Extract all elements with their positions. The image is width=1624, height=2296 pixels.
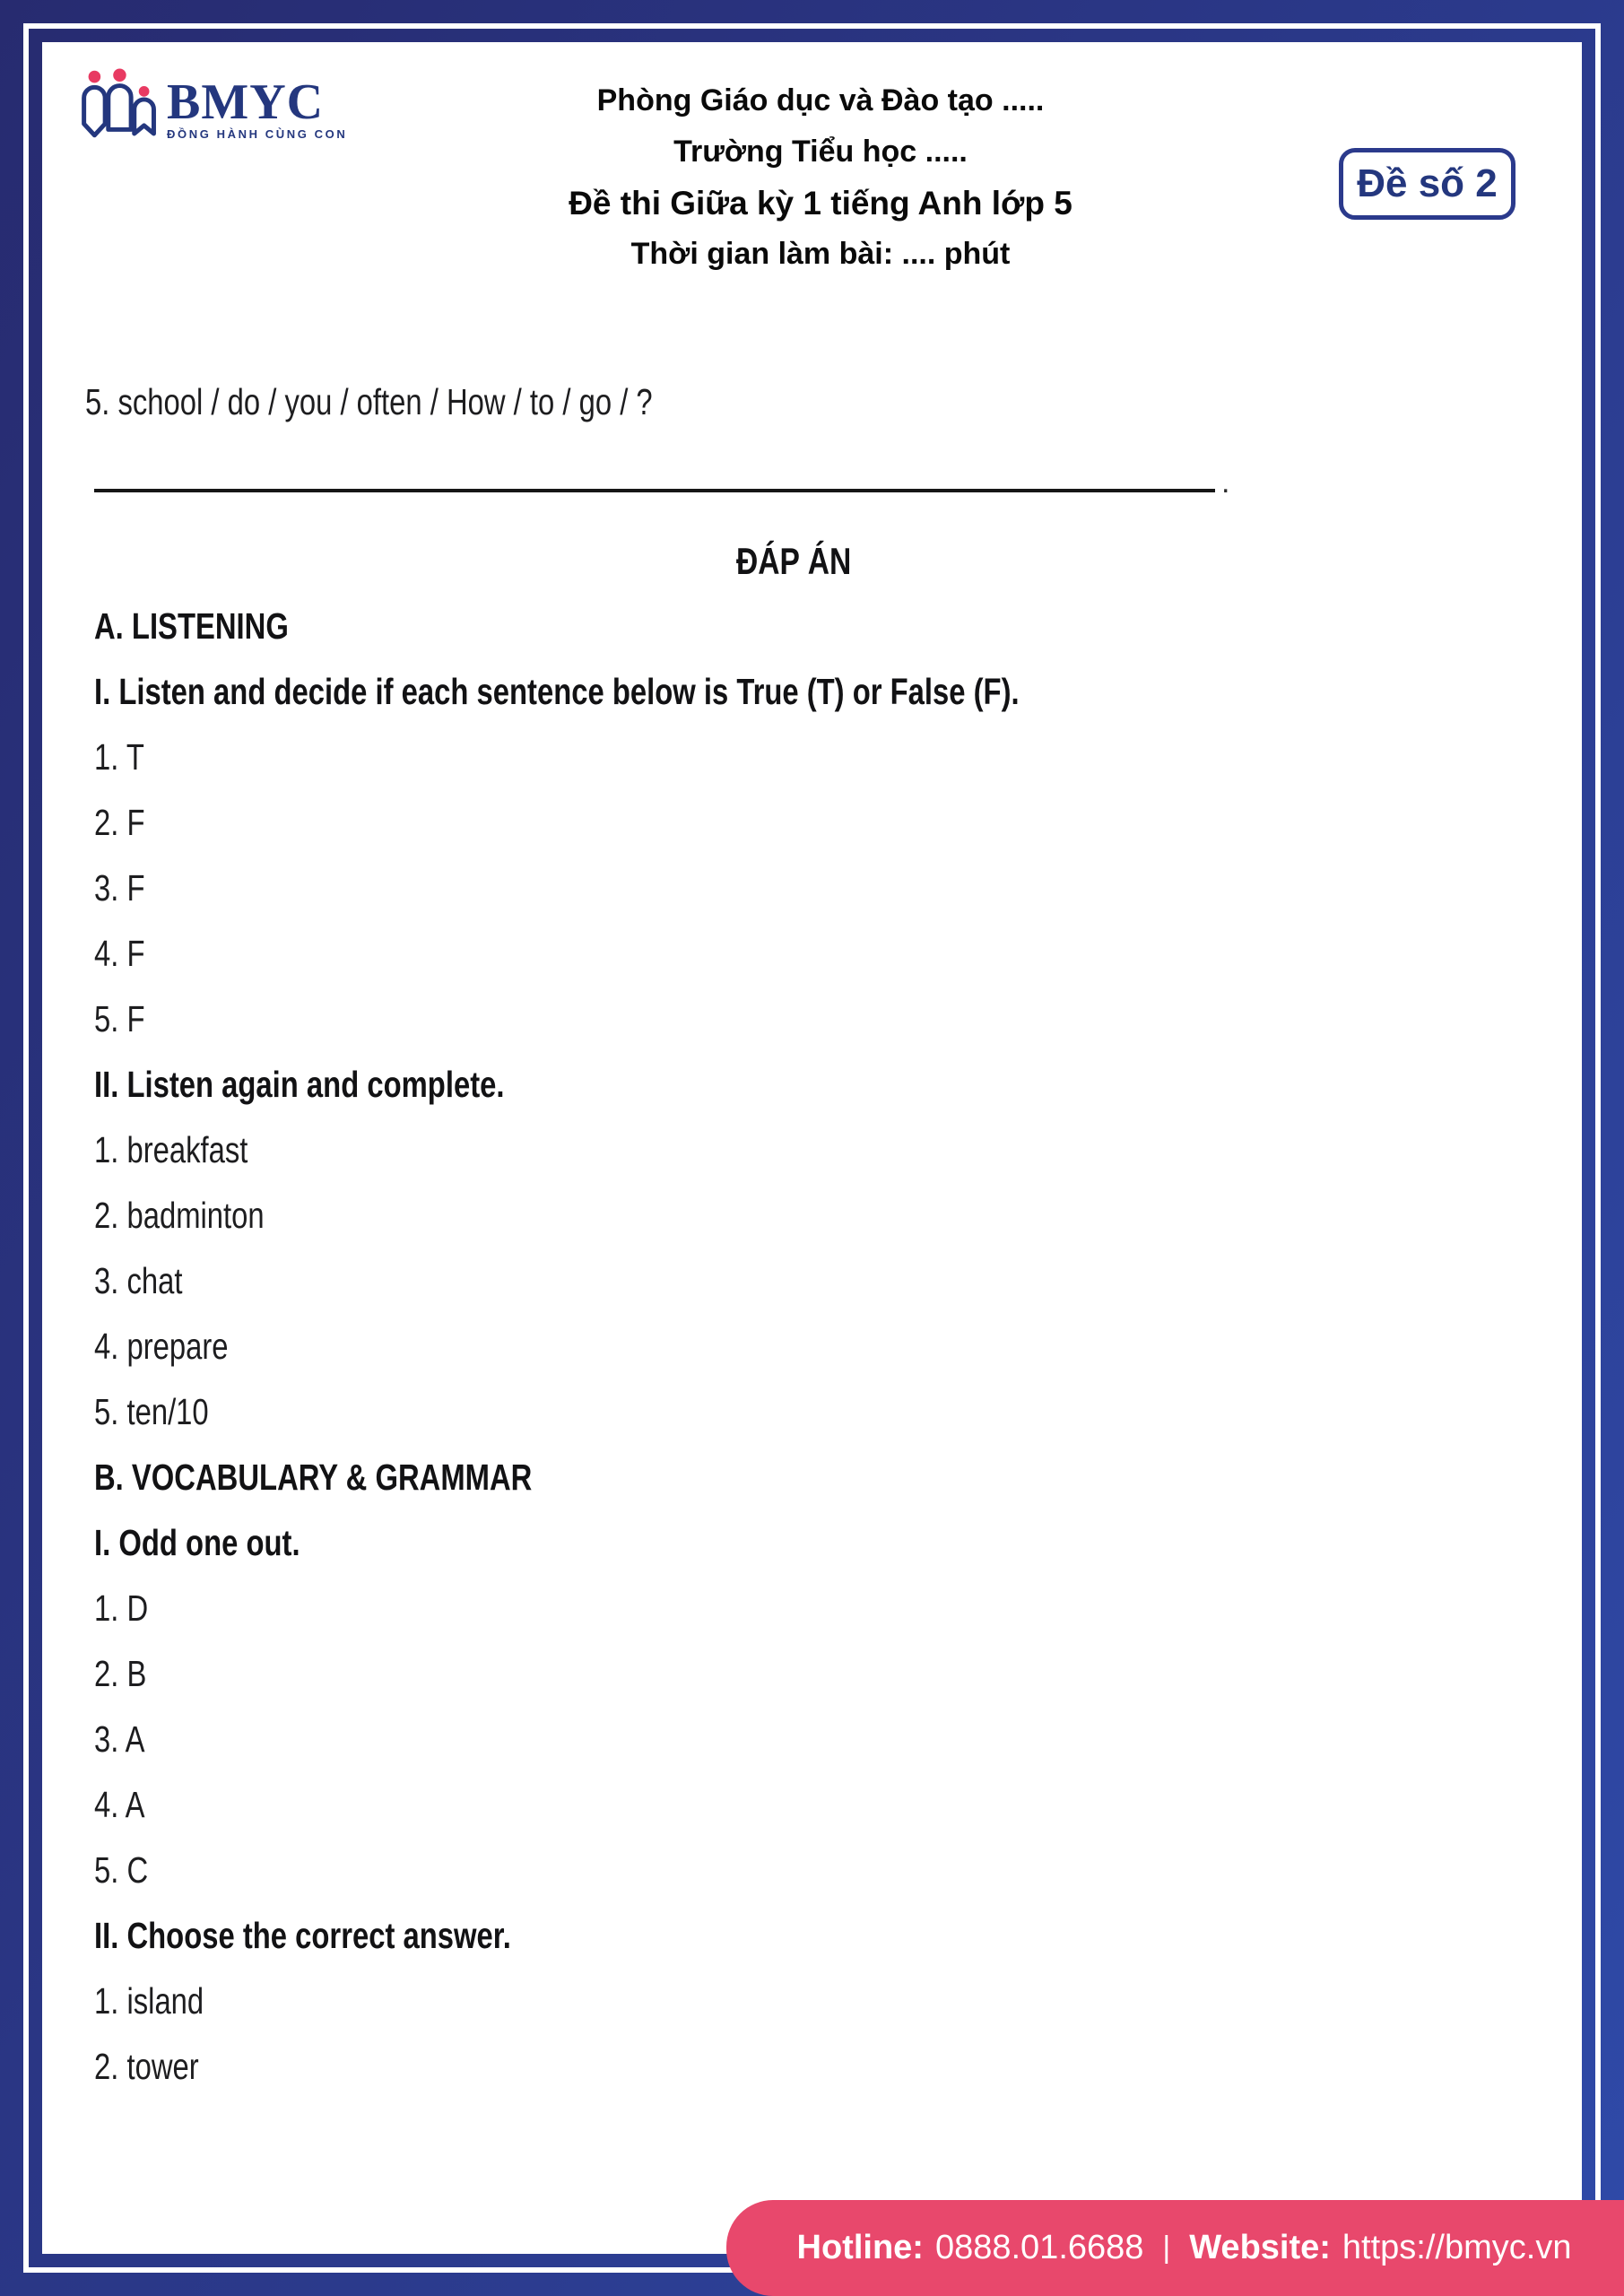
question-5 [85,381,795,423]
answer-key-heading [94,659,1493,725]
answer-key-text: B. VOCABULARY & GRAMMAR [94,1457,533,1498]
answer-key-text: 1. D [94,1587,149,1629]
answer-key-text: II. Choose the correct answer. [94,1915,511,1956]
answer-key-item [94,987,1493,1052]
answer-key-text: I. Listen and decide if each sentence below is True (T) or False (F). [94,671,1020,712]
answer-key-item [94,725,1493,790]
answer-key-text: 2. badminton [94,1195,265,1236]
answer-key-text: 4. A [94,1784,145,1825]
website-label: Website: [1189,2229,1331,2266]
answer-key-text: 5. C [94,1849,149,1891]
answer-key-text: 4. prepare [94,1326,229,1367]
answer-key-heading [94,594,1493,659]
website-url[interactable]: https://bmyc.vn [1342,2229,1572,2266]
footer-contact [797,2229,1572,2267]
hotline-number[interactable]: 0888.01.6688 [934,2229,1144,2266]
answer-key-item [94,1118,1493,1183]
answer-key-heading [94,1510,1493,1576]
answer-key-text: 3. F [94,867,145,909]
answer-key-item [94,2034,1493,2100]
hotline-label: Hotline: [796,2229,924,2266]
answer-key-text: I. Odd one out. [94,1522,300,1563]
answer-key-item [94,921,1493,987]
answer-key-text: 4. F [94,933,145,974]
answer-blank-line [94,489,1215,492]
exam-title: Đề thi Giữa kỳ 1 tiếng Anh lớp 5 [569,184,1073,222]
exam-number-label: Đề số 2 [1357,161,1498,205]
answer-key-item [94,1379,1493,1445]
answer-key-text: 2. B [94,1653,147,1694]
logo-tagline: ĐỒNG HÀNH CÙNG CON [167,127,348,141]
answer-key-text: 1. breakfast [94,1129,248,1170]
exam-duration: Thời gian làm bài: .... phút [630,237,1011,271]
exam-header [233,75,1408,280]
logo-wordmark: BMYC [167,74,325,130]
question-5-text: 5. school / do / you / often / How / to / go / ? [85,381,653,422]
answer-key-text: 2. tower [94,2046,199,2087]
answer-key-item [94,1314,1493,1379]
answer-key-text: 3. A [94,1718,145,1760]
bmyc-people-icon [81,65,158,151]
answer-key-heading [94,1052,1493,1118]
answer-key-text: 1. island [94,1980,204,2022]
answer-key-heading [94,1445,1493,1510]
answer-key-item [94,1248,1493,1314]
answer-key-item [94,1969,1493,2034]
answer-key-heading [94,1903,1493,1969]
footer-banner [726,2200,1624,2296]
answer-key-item [94,856,1493,921]
answer-key-text: 1. T [94,736,144,778]
header-department-line: Phòng Giáo dục và Đào tạo ..... [596,83,1045,117]
answer-key-item [94,1183,1493,1248]
answer-key-text: 3. chat [94,1260,183,1301]
footer-separator: | [1162,2231,1171,2265]
answer-key-text: 5. F [94,998,145,1039]
answer-key-title [94,528,1493,594]
answer-key-item [94,1838,1493,1903]
answer-key-item [94,1707,1493,1772]
answer-key-text: A. LISTENING [94,605,289,647]
answer-key-text: II. Listen again and complete. [94,1064,505,1105]
answer-key-item [94,790,1493,856]
answer-key-text: ĐÁP ÁN [735,539,852,582]
header-school-line: Trường Tiểu học ..... [673,135,968,169]
answer-key-text: 5. ten/10 [94,1391,209,1432]
answer-line-trailing-mark: . [1221,465,1230,500]
answer-key-item [94,1772,1493,1838]
answer-key-section [94,528,1493,2100]
answer-key-item [94,1641,1493,1707]
answer-key-text: 2. F [94,802,145,843]
answer-key-item [94,1576,1493,1641]
exam-number-badge [1339,148,1515,220]
